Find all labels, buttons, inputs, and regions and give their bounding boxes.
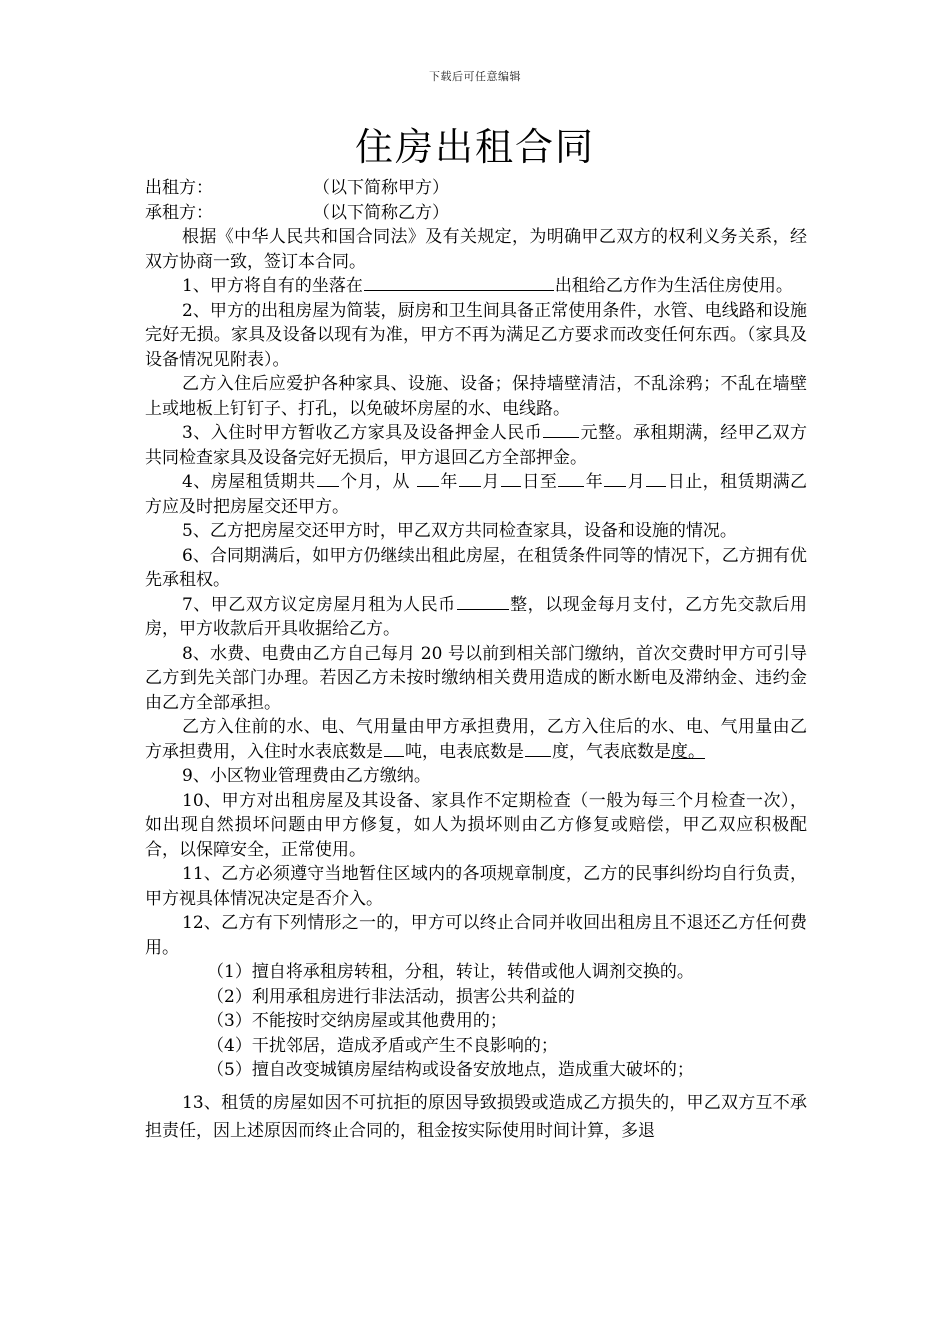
clause-2: 2、甲方的出租房屋为简装，厨房和卫生间具备正常使用条件，水管、电线路和设施完好无损。家具及设备以现有为准，甲方不再为满足乙方要求而改变任何东西。（家具及设备情况见附表）。 bbox=[145, 300, 807, 370]
clause-4-text-d: 月 bbox=[481, 472, 500, 492]
clause-12-item: （5）擅自改变城镇房屋结构或设备安放地点，造成重大破坏的； bbox=[207, 1060, 694, 1080]
clause-4-text-h: 日止，租赁期满乙方应及时把房屋交还甲方。 bbox=[145, 472, 808, 517]
clause-12-item: （3）不能按时交纳房屋或其他费用的； bbox=[207, 1011, 507, 1031]
rent-blank bbox=[457, 593, 509, 610]
clause-11: 11、乙方必须遵守当地暂住区域内的各项规章制度，乙方的民事纠纷均自行负责，甲方视具体情况决定是否介入。 bbox=[145, 864, 807, 909]
clause-2-continued: 乙方入住后应爱护各种家具、设施、设备；保持墙壁清洁，不乱涂鸦；不乱在墙壁上或地板上钉钉子、打孔，以免破坏房屋的水、电线路。 bbox=[145, 374, 807, 419]
end-month-blank bbox=[604, 470, 626, 487]
deposit-blank bbox=[543, 421, 579, 438]
lessee-line bbox=[145, 201, 807, 226]
clause-8: 8、水费、电费由乙方自己每月 20 号以前到相关部门缴纳，首次交费时甲方可引导乙方到先关部门办理。若因乙方未按时缴纳相关费用造成的断水断电及滞纳金、违约金由乙方全部承担。 bbox=[145, 643, 807, 713]
clause-5: 5、乙方把房屋交还甲方时，甲乙双方共同检查家具，设备和设施的情况。 bbox=[182, 521, 737, 541]
clause-8b-text-c: 度，气表底数是 bbox=[552, 741, 671, 762]
clause-12-item: （1）擅自将承租房转租，分租，转让，转借或他人调剂交换的。 bbox=[207, 962, 694, 982]
clause-7-text-a: 7、甲乙双方议定房屋月租为人民币 bbox=[182, 594, 456, 615]
start-day-blank bbox=[501, 470, 521, 487]
clause-12: 12、乙方有下列情形之一的，甲方可以终止合同并收回出租房且不退还乙方任何费用。 bbox=[145, 913, 807, 958]
clause-4 bbox=[145, 470, 807, 519]
page-header: 下载后可任意编辑 bbox=[429, 70, 521, 83]
clause-1-text-a: 1、甲方将自有的坐落在 bbox=[182, 276, 363, 296]
contract-title: 住房出租合同 bbox=[354, 125, 595, 169]
clause-10: 10、甲方对出租房屋及其设备、家具作不定期检查（一般为每三个月检查一次），如出现自然损坏问题由甲方修复，如人为损坏则由乙方修复或赔偿，甲乙双应积极配合，以保障安全，正常使用。 bbox=[145, 790, 807, 860]
clause-13: 13、租赁的房屋如因不可抗拒的原因导致损毁或造成乙方损失的，甲乙双方互不承担责任，因上述原因而终止合同的，租金按实际使用时间计算，多退 bbox=[145, 1092, 807, 1141]
clause-1-text-b: 出租给乙方作为生活住房使用。 bbox=[554, 276, 793, 296]
clause-1 bbox=[145, 274, 807, 299]
electric-meter-blank bbox=[525, 740, 551, 757]
contract-body bbox=[145, 176, 807, 1145]
clause-8b-text-b: 吨，电表底数是 bbox=[405, 741, 524, 762]
clause-8b-text-d: 度。 bbox=[671, 741, 705, 762]
clause-4-text-f: 年 bbox=[585, 472, 604, 492]
clause-4-text-c: 年 bbox=[439, 472, 458, 492]
clause-4-text-b: 个月，从 bbox=[339, 472, 411, 492]
intro-paragraph: 根据《中华人民共和国合同法》及有关规定，为明确甲乙双方的权利义务关系，经双方协商一致，签订本合同。 bbox=[145, 227, 807, 272]
clause-6: 6、合同期满后，如甲方仍继续出租此房屋，在租赁条件同等的情况下，乙方拥有优先承租权。 bbox=[145, 545, 807, 590]
clause-8-continued bbox=[145, 715, 807, 764]
clause-9: 9、小区物业管理费由乙方缴纳。 bbox=[182, 766, 431, 786]
clause-8b-text-a: 乙方入住前的水、电、气用量由甲方承担费用，乙方入住后的水、电、气用量由乙方承担费用，入住时水表底数是 bbox=[145, 717, 807, 762]
end-year-blank bbox=[558, 470, 584, 487]
lessor-line bbox=[145, 176, 807, 201]
end-day-blank bbox=[646, 470, 666, 487]
address-blank bbox=[364, 274, 554, 291]
clause-7-text-b: 整，以现金每月支付，乙方先交款后用房，甲方收款后开具收据给乙方。 bbox=[145, 594, 807, 639]
lessee-label: 承租方： bbox=[145, 202, 213, 223]
start-month-blank bbox=[459, 470, 481, 487]
clause-3-text-a: 3、入住时甲方暂收乙方家具及设备押金人民币 bbox=[182, 423, 543, 443]
clause-4-text-e: 日至 bbox=[521, 472, 558, 492]
clause-3 bbox=[145, 421, 807, 470]
clause-3-text-b: 元整。承租期满，经甲乙双方共同检查家具及设备完好无损后，甲方退回乙方全部押金。 bbox=[145, 423, 807, 468]
lessee-note: （以下简称乙方） bbox=[313, 202, 449, 223]
clause-7 bbox=[145, 593, 807, 642]
water-meter-blank bbox=[384, 740, 404, 757]
clause-12-item: （4）干扰邻居，造成矛盾或产生不良影响的； bbox=[207, 1035, 558, 1056]
start-year-blank bbox=[417, 470, 439, 487]
clause-4-text-g: 月 bbox=[627, 472, 646, 492]
lessor-note: （以下简称甲方） bbox=[313, 178, 449, 198]
lessor-label: 出租方： bbox=[145, 178, 213, 198]
clause-4-text-a: 4、房屋租赁期共 bbox=[182, 472, 316, 492]
months-blank bbox=[317, 470, 339, 487]
clause-12-item: （2）利用承租房进行非法活动，损害公共利益的 bbox=[207, 986, 575, 1007]
